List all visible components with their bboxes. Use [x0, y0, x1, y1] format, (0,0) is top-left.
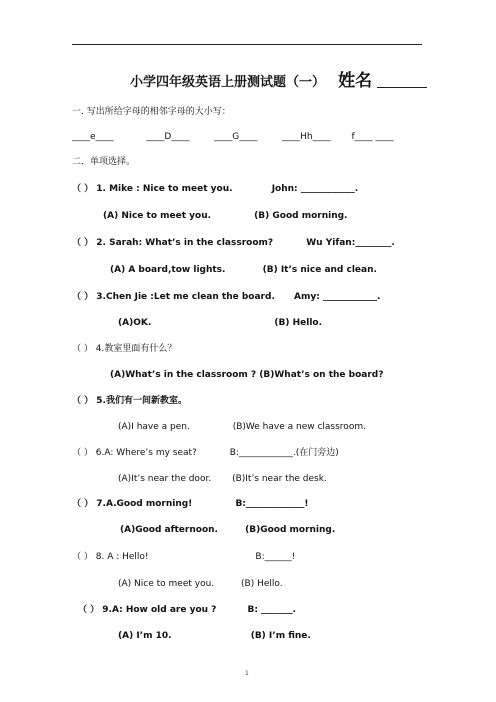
letter-item: ____Hh____	[282, 132, 331, 142]
option-b: (B)What’s on the board?	[259, 370, 384, 380]
options-9	[118, 630, 311, 642]
header-rule	[72, 44, 422, 45]
name-blank	[377, 87, 427, 88]
answer-paren: （ ）	[78, 605, 100, 615]
question-1	[72, 183, 358, 195]
options-8	[118, 578, 283, 590]
letter-item: ____D____	[146, 132, 190, 142]
question-text: 4.教室里面有什么？	[95, 344, 177, 354]
options-7	[120, 524, 335, 536]
question-text: 6.A: Where’s my seat?	[95, 448, 197, 458]
question-reply: B:_____________!	[235, 499, 309, 509]
question-8	[72, 551, 295, 563]
options-4	[110, 369, 383, 381]
option-a: (A) Nice to meet you.	[118, 579, 215, 589]
question-3	[72, 291, 380, 303]
question-text: 9.A: How old are you ?	[102, 605, 217, 615]
option-b: (B)It’s near the desk.	[232, 474, 327, 484]
option-b: (B)Good morning.	[245, 525, 336, 535]
question-reply: B:____________.(在门旁边)	[229, 448, 339, 458]
option-a: (A)Good afternoon.	[120, 525, 218, 535]
title-text: 小学四年级英语上册测试题（一）	[130, 75, 326, 90]
page-number: 1	[245, 670, 249, 677]
option-b: (B)We have a new classroom.	[232, 422, 366, 432]
answer-paren: （ ）	[72, 552, 93, 562]
option-b: (B) I’m fine.	[250, 631, 311, 641]
options-6	[118, 473, 327, 485]
letter-item: f____ ____	[351, 132, 394, 142]
option-a: (A)OK.	[118, 318, 152, 328]
question-text: 5.我们有一间新教室。	[96, 396, 187, 406]
option-a: (A) Nice to meet you.	[103, 211, 212, 221]
options-5	[118, 421, 366, 433]
question-4	[72, 343, 176, 355]
option-a: (A)What’s in the classroom ?	[110, 370, 257, 380]
option-a: (A) I’m 10.	[118, 631, 172, 641]
answer-paren: （ ）	[72, 499, 94, 509]
question-text: 8. A : Hello!	[95, 552, 149, 562]
question-6	[72, 447, 339, 459]
question-9	[78, 604, 296, 616]
name-label: 姓名	[338, 71, 373, 91]
answer-paren: （ ）	[72, 448, 93, 458]
option-a: (A)It’s near the door.	[118, 474, 212, 484]
question-reply: B:______!	[255, 552, 296, 562]
question-text: 2. Sarah: What’s in the classroom?	[96, 238, 274, 248]
question-5	[72, 395, 187, 407]
question-7	[72, 498, 309, 510]
page-title	[130, 66, 427, 91]
question-reply: B: _______.	[247, 605, 297, 615]
options-3	[118, 317, 322, 329]
section2-heading: 二．单项选择。	[72, 157, 136, 167]
answer-paren: （ ）	[72, 292, 94, 302]
option-b: (B) Hello.	[241, 579, 283, 589]
question-reply: Amy: ____________.	[294, 292, 381, 302]
section1-heading: 一. 写出所给字母的相邻字母的大小写：	[72, 107, 231, 117]
question-reply: John: ____________.	[271, 184, 359, 194]
options-1	[103, 210, 347, 222]
option-b: (B) Good morning.	[254, 211, 348, 221]
option-b: (B) It’s nice and clean.	[262, 265, 377, 275]
question-2	[72, 237, 395, 249]
option-b: (B) Hello.	[274, 318, 323, 328]
letter-items-row	[72, 131, 393, 143]
question-text: 1. Mike : Nice to meet you.	[96, 184, 233, 194]
question-reply: Wu Yifan:________.	[306, 238, 395, 248]
options-2	[110, 264, 377, 276]
answer-paren: （ ）	[72, 344, 93, 354]
letter-item: ____e____	[72, 132, 114, 142]
question-text: 3.Chen Jie :Let me clean the board.	[96, 292, 275, 302]
answer-paren: （ ）	[72, 396, 94, 406]
option-a: (A) A board,tow lights.	[110, 265, 226, 275]
answer-paren: （ ）	[72, 184, 94, 194]
answer-paren: （ ）	[72, 238, 94, 248]
question-text: 7.A.Good morning!	[96, 499, 193, 509]
option-a: (A)I have a pen.	[118, 422, 190, 432]
letter-item: ____G____	[214, 132, 258, 142]
